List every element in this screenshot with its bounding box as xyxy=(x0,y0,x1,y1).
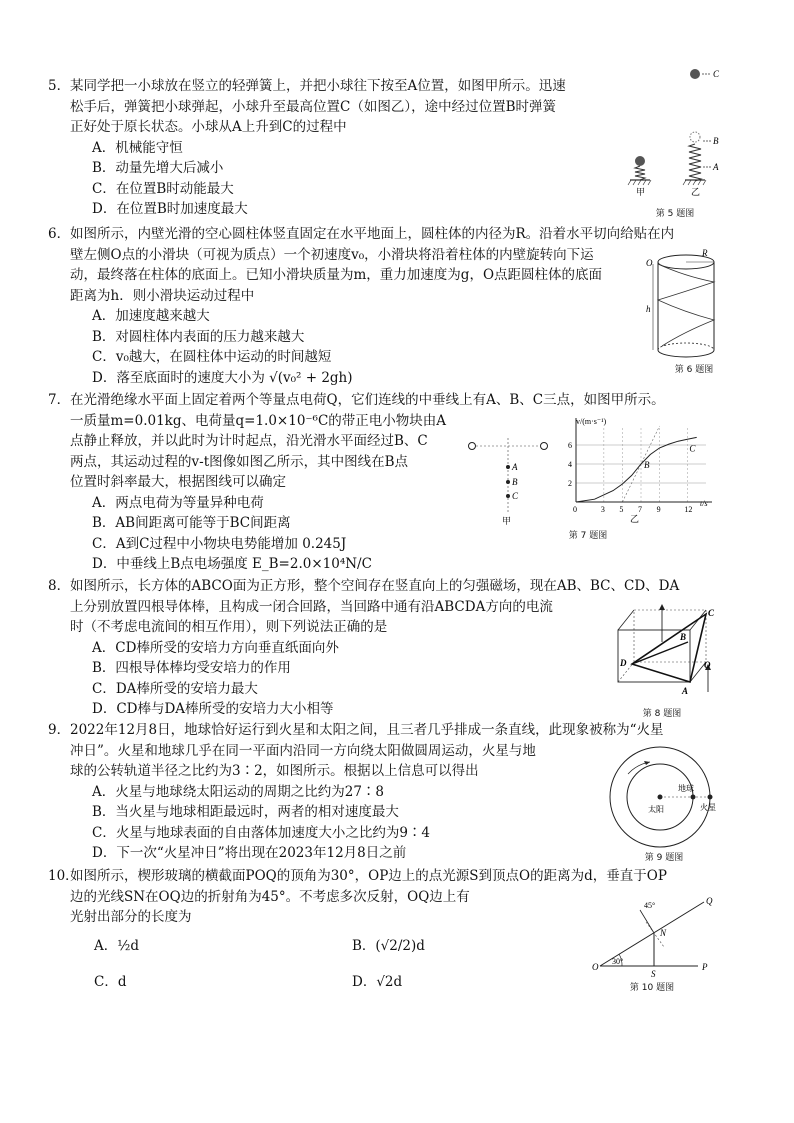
vt-x-axis-label: t/s xyxy=(700,499,708,508)
label-yi: 乙 xyxy=(691,187,701,197)
q6-option-c: C．v₀越大，在圆柱体中运动的时间越短 xyxy=(92,349,332,365)
q8-option-a: A．CD棒所受的安培力方向垂直纸面向外 xyxy=(92,639,339,656)
q9-option-c: C．火星与地球表面的自由落体加速度大小之比约为9∶4 xyxy=(92,824,431,841)
q5-option-a: A．机械能守恒 xyxy=(92,139,183,156)
label-jia: 甲 xyxy=(636,187,646,197)
orbit-diagram xyxy=(598,744,732,850)
q10-stem: 10．如图所示，楔形玻璃的横截面POQ的顶角为30°，OP边上的点光源S到顶点O的距离为d，垂直于OP 边的光线SN在OQ边的折射角为45°。不考虑多次反射，OQ边上有 光射出部分的长度为 xyxy=(48,868,667,925)
q5-figure xyxy=(625,64,735,224)
label-mars: 火星 xyxy=(700,803,716,812)
vt-tick-labels xyxy=(568,441,692,514)
vt-y-axis-label: v/(m·s⁻¹) xyxy=(576,417,607,426)
label-c: C xyxy=(708,608,715,618)
label-yi: 乙 xyxy=(630,514,640,524)
q5-caption: 第 5 题图 xyxy=(655,209,695,219)
question-6 xyxy=(48,224,730,388)
label-d: D xyxy=(620,658,627,668)
vt-x-tick-label: 9 xyxy=(656,505,661,514)
label-b: B xyxy=(713,136,719,146)
q7-caption: 第 7 题图 xyxy=(568,531,608,541)
q6-option-a: A．加速度越来越大 xyxy=(92,308,210,324)
label-o: O xyxy=(646,258,653,268)
label-a: A xyxy=(713,162,719,172)
q10-option-d: D．√2d xyxy=(352,974,403,990)
label-s: S xyxy=(651,969,656,978)
vt-x-tick-label: 3 xyxy=(600,505,605,514)
question-5 xyxy=(48,76,630,220)
label-45deg: 45° xyxy=(644,901,656,910)
q8-option-b: B．四根导体棒均受安培力的作用 xyxy=(92,660,291,676)
q9-option-d: D．下一次“火星冲日”将出现在2023年12月8日之前 xyxy=(92,845,407,861)
label-earth: 地球 xyxy=(678,784,694,793)
label-jia: 甲 xyxy=(502,516,512,526)
label-sun: 太阳 xyxy=(648,805,664,814)
cylinder-diagram xyxy=(644,246,729,366)
q10-option-c: C．d xyxy=(94,974,127,990)
vt-x-tick-label: 7 xyxy=(638,505,642,514)
q7-figure-jia xyxy=(466,438,556,528)
q5-stem: 5．某同学把一小球放在竖立的轻弹簧上，并把小球往下按至A位置，如图甲所示。迅速 松手后，弹簧把小球弹起，小球升至最高位置C（如图乙），途中经过位置B时弹簧 正好处于原长状态。小球从A上升到C的过程中 xyxy=(48,78,566,135)
label-c: C xyxy=(713,69,720,79)
label-r: R xyxy=(702,248,708,258)
label-h: h xyxy=(646,304,651,314)
q9-option-b: B．当火星与地球相距最远时，两者的相对速度最大 xyxy=(92,804,399,820)
vt-x-tick-label: 12 xyxy=(684,505,693,514)
vt-point-c-label: C xyxy=(689,443,696,454)
q10-options xyxy=(70,936,490,992)
label-c: C xyxy=(512,491,519,501)
q8-option-c: C．DA棒所受的安培力最大 xyxy=(92,680,258,697)
earth-dot xyxy=(691,795,696,800)
q9-stem: 9．2022年12月8日，地球恰好运行到火星和太阳之间，且三者几乎排成一条直线，此现象被称为“火星 冲日”。火星和地球几乎在同一平面内沿同一方向绕太阳做圆周运动，火星与地 球的公转轨道半径之比约为3∶2，如图所示。根据以上信息可以得出 xyxy=(48,722,664,779)
q8-caption: 第 8 题图 xyxy=(642,709,682,719)
mars-dot xyxy=(708,795,713,800)
label-a: A xyxy=(512,462,518,472)
q9-caption: 第 9 题图 xyxy=(644,853,684,863)
q10-option-b: B．(√2/2)d xyxy=(352,938,425,954)
label-30deg: 30° xyxy=(612,957,624,966)
vt-x-tick-label: 0 xyxy=(573,505,577,514)
label-p: P xyxy=(702,962,708,972)
vt-x-tick-label: 5 xyxy=(619,505,624,514)
q8-figure xyxy=(612,602,722,722)
q7-option-a: A．两点电荷为等量异种电荷 xyxy=(92,494,264,511)
q5-option-d: D．在位置B时加速度最大 xyxy=(92,201,248,217)
q8-option-d: D．CD棒与DA棒所受的安培力大小相等 xyxy=(92,701,334,717)
label-a: A xyxy=(682,686,689,696)
q9-figure xyxy=(598,744,732,864)
label-q: Q xyxy=(706,896,713,906)
cuboid-diagram xyxy=(612,602,722,706)
q7-chart xyxy=(560,414,720,542)
vt-y-tick-label: 6 xyxy=(568,441,572,450)
vt-series-line xyxy=(576,437,697,502)
spring-diagram xyxy=(625,64,735,224)
q10-caption: 第 10 题图 xyxy=(629,983,675,993)
q6-figure xyxy=(644,246,729,386)
q7-option-c: C．A到C过程中小物块电势能增加 0.245J xyxy=(92,535,347,552)
q6-option-b: B．对圆柱体内表面的压力越来越大 xyxy=(92,328,305,345)
q7-option-b: B．AB间距离可能等于BC间距离 xyxy=(92,515,291,531)
label-b: B xyxy=(512,477,518,487)
q6-option-d: D．落至底面时的速度大小为 √(v₀² + 2gh) xyxy=(92,369,353,386)
label-o: O xyxy=(704,660,711,670)
q5-option-b: B．动量先增大后减小 xyxy=(92,160,224,176)
label-n: N xyxy=(660,928,667,938)
q10-figure xyxy=(592,894,722,994)
q6-stem: 6．如图所示，内壁光滑的空心圆柱体竖直固定在水平地面上，圆柱体的内径为R。沿着水平切向给贴在内 壁左侧O点的小滑块（可视为质点）一个初速度v₀，小滑块将沿着柱体的内壁旋转向下运 动，最终落在柱体的底面上。已知小滑块质量为m，重力加速度为g，O点距圆柱体的底面 距离为h．则小滑块运动过程中 xyxy=(48,226,675,304)
vt-y-tick-label: 2 xyxy=(568,479,572,488)
ball-a xyxy=(635,156,645,166)
label-o: O xyxy=(592,962,599,972)
vt-graph xyxy=(560,414,720,526)
ball-c xyxy=(690,69,700,79)
q5-option-c: C．在位置B时动能最大 xyxy=(92,180,234,197)
q8-stem: 8．如图所示，长方体的ABCO面为正方形，整个空间存在竖直向上的匀强磁场，现在AB、BC、CD、DA 上分别放置四根导体棒，且构成一闭合回路，当回路中通有沿ABCDA方向的电流 时（不考虑电流间的相互作用），则下列说法正确的是 xyxy=(48,578,680,635)
q7-option-d: D．中垂线上B点电场强度 E_B=2.0×10⁴N/C xyxy=(92,556,372,572)
q6-caption: 第 6 题图 xyxy=(674,365,714,375)
q9-option-a: A．火星与地球绕太阳运动的周期之比约为27∶8 xyxy=(92,783,385,800)
label-b: B xyxy=(680,632,687,642)
vt-point-b-label: B xyxy=(644,460,650,470)
q7-stem: 7．在光滑绝缘水平面上固定着两个等量点电荷Q，它们连线的中垂线上有A、B、C三点，如图甲所示。 一质量m=0.01kg、电荷量q=1.0×10⁻⁶C的带正电小物块由A 点静止释放，并以此时为计时起点，沿光滑水平面经过B、C 两点，其运动过程的v-t图像如图乙所示，其中图线在B点 位置时斜率最大，根据图线可以确定 xyxy=(48,392,665,490)
vt-y-tick-label: 4 xyxy=(568,460,572,469)
q10-option-a: A．½d xyxy=(94,938,139,954)
wedge-diagram xyxy=(592,894,722,978)
